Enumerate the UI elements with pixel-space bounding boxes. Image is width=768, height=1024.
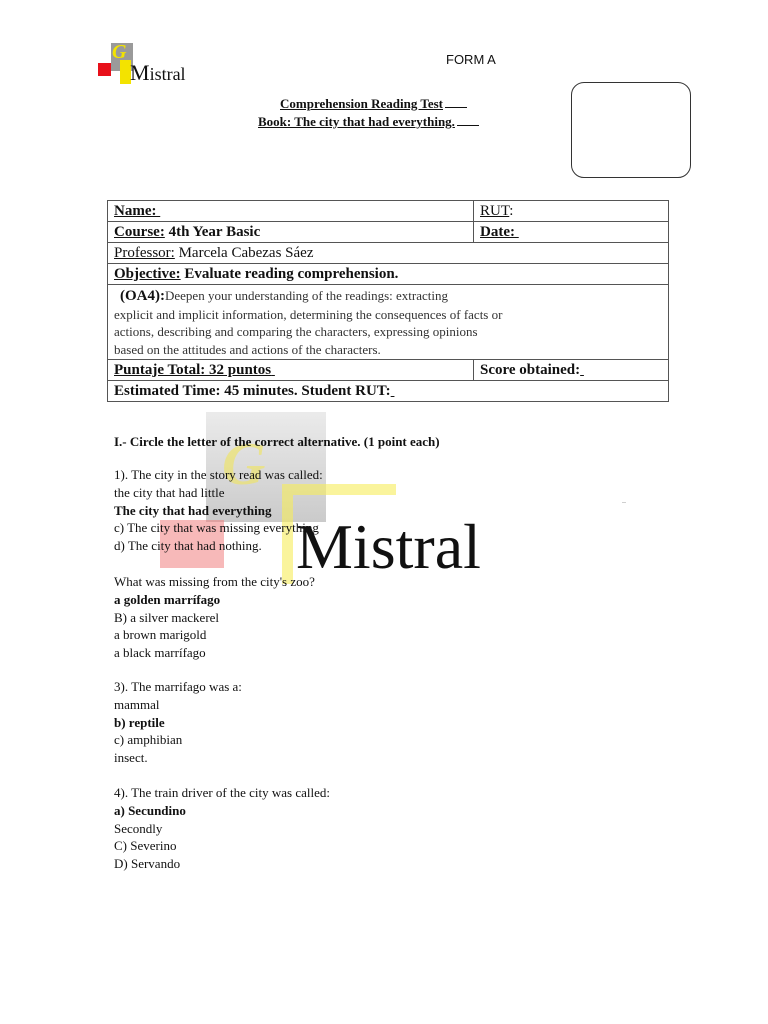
answer-option[interactable]: c) amphibian [114, 732, 183, 748]
professor-field: Professor: Marcela Cabezas Sáez [108, 243, 669, 264]
name-row [108, 201, 669, 222]
score-row [108, 360, 669, 381]
rut-field[interactable]: RUT: [474, 201, 669, 222]
answer-option[interactable]: C) Severino [114, 838, 177, 854]
question-prompt: 4). The train driver of the city was called: [114, 785, 330, 800]
answer-option[interactable]: Secondly [114, 820, 163, 836]
course-row [108, 222, 669, 243]
professor-row [108, 243, 669, 264]
answer-option[interactable]: insect. [114, 750, 148, 766]
answer-option[interactable]: a golden marrífago [114, 591, 221, 607]
time-row [108, 381, 669, 402]
answer-option[interactable]: The city that had everything [114, 502, 272, 518]
question-1 [114, 466, 323, 555]
logo-red-square [98, 63, 111, 76]
answer-option[interactable]: mammal [114, 696, 160, 712]
section-instructions: I.- Circle the letter of the correct alternative. (1 point each) [114, 434, 440, 449]
objective-field: Objective: Evaluate reading comprehension. [108, 264, 669, 285]
book-title: Book: The city that had everything. [258, 114, 479, 130]
test-title: Comprehension Reading Test [280, 96, 467, 112]
total-points: Puntaje Total: 32 puntos [108, 360, 474, 381]
watermark-speck [622, 502, 626, 503]
answer-option[interactable]: b) reptile [114, 714, 165, 730]
question-4 [114, 784, 330, 873]
oa-row [108, 285, 669, 360]
question-2 [114, 573, 315, 662]
answer-option[interactable]: c) The city that was missing everything [114, 520, 319, 536]
objective-row [108, 264, 669, 285]
watermark-text: Mistral [296, 511, 481, 582]
answer-option[interactable]: a black marrífago [114, 645, 206, 661]
student-info-table [107, 200, 669, 402]
question-3 [114, 678, 242, 767]
answer-option[interactable]: B) a silver mackerel [114, 609, 220, 625]
question-prompt: 1). The city in the story read was called: [114, 467, 323, 482]
name-field[interactable]: Name: [108, 201, 474, 222]
logo-initial: G [112, 41, 127, 63]
grade-box [571, 82, 691, 178]
time-and-rut-field[interactable]: Estimated Time: 45 minutes. Student RUT: [108, 381, 669, 402]
answer-option[interactable]: d) The city that had nothing. [114, 538, 262, 554]
answer-option[interactable]: the city that had little [114, 484, 225, 500]
learning-objective: (OA4):Deepen your understanding of the readings: extracting explicit and implicit information, determining the consequences of facts or actions, describing and comparing the characters, expressing opinions based on the attitudes and actions of the characters. [108, 285, 669, 360]
question-prompt: 3). The marrifago was a: [114, 679, 242, 694]
watermark-initial: G [222, 431, 266, 497]
school-logo [98, 40, 208, 86]
question-prompt: What was missing from the city's zoo? [114, 574, 315, 589]
form-label: FORM A [446, 52, 496, 67]
logo-wordmark: Mistral [130, 60, 186, 85]
answer-option[interactable]: a) Secundino [114, 802, 186, 818]
answer-option[interactable]: D) Servando [114, 856, 181, 872]
date-field[interactable]: Date: [474, 222, 669, 243]
answer-option[interactable]: a brown marigold [114, 627, 207, 643]
course-field: Course: 4th Year Basic [108, 222, 474, 243]
score-obtained-field[interactable]: Score obtained: [474, 360, 669, 381]
